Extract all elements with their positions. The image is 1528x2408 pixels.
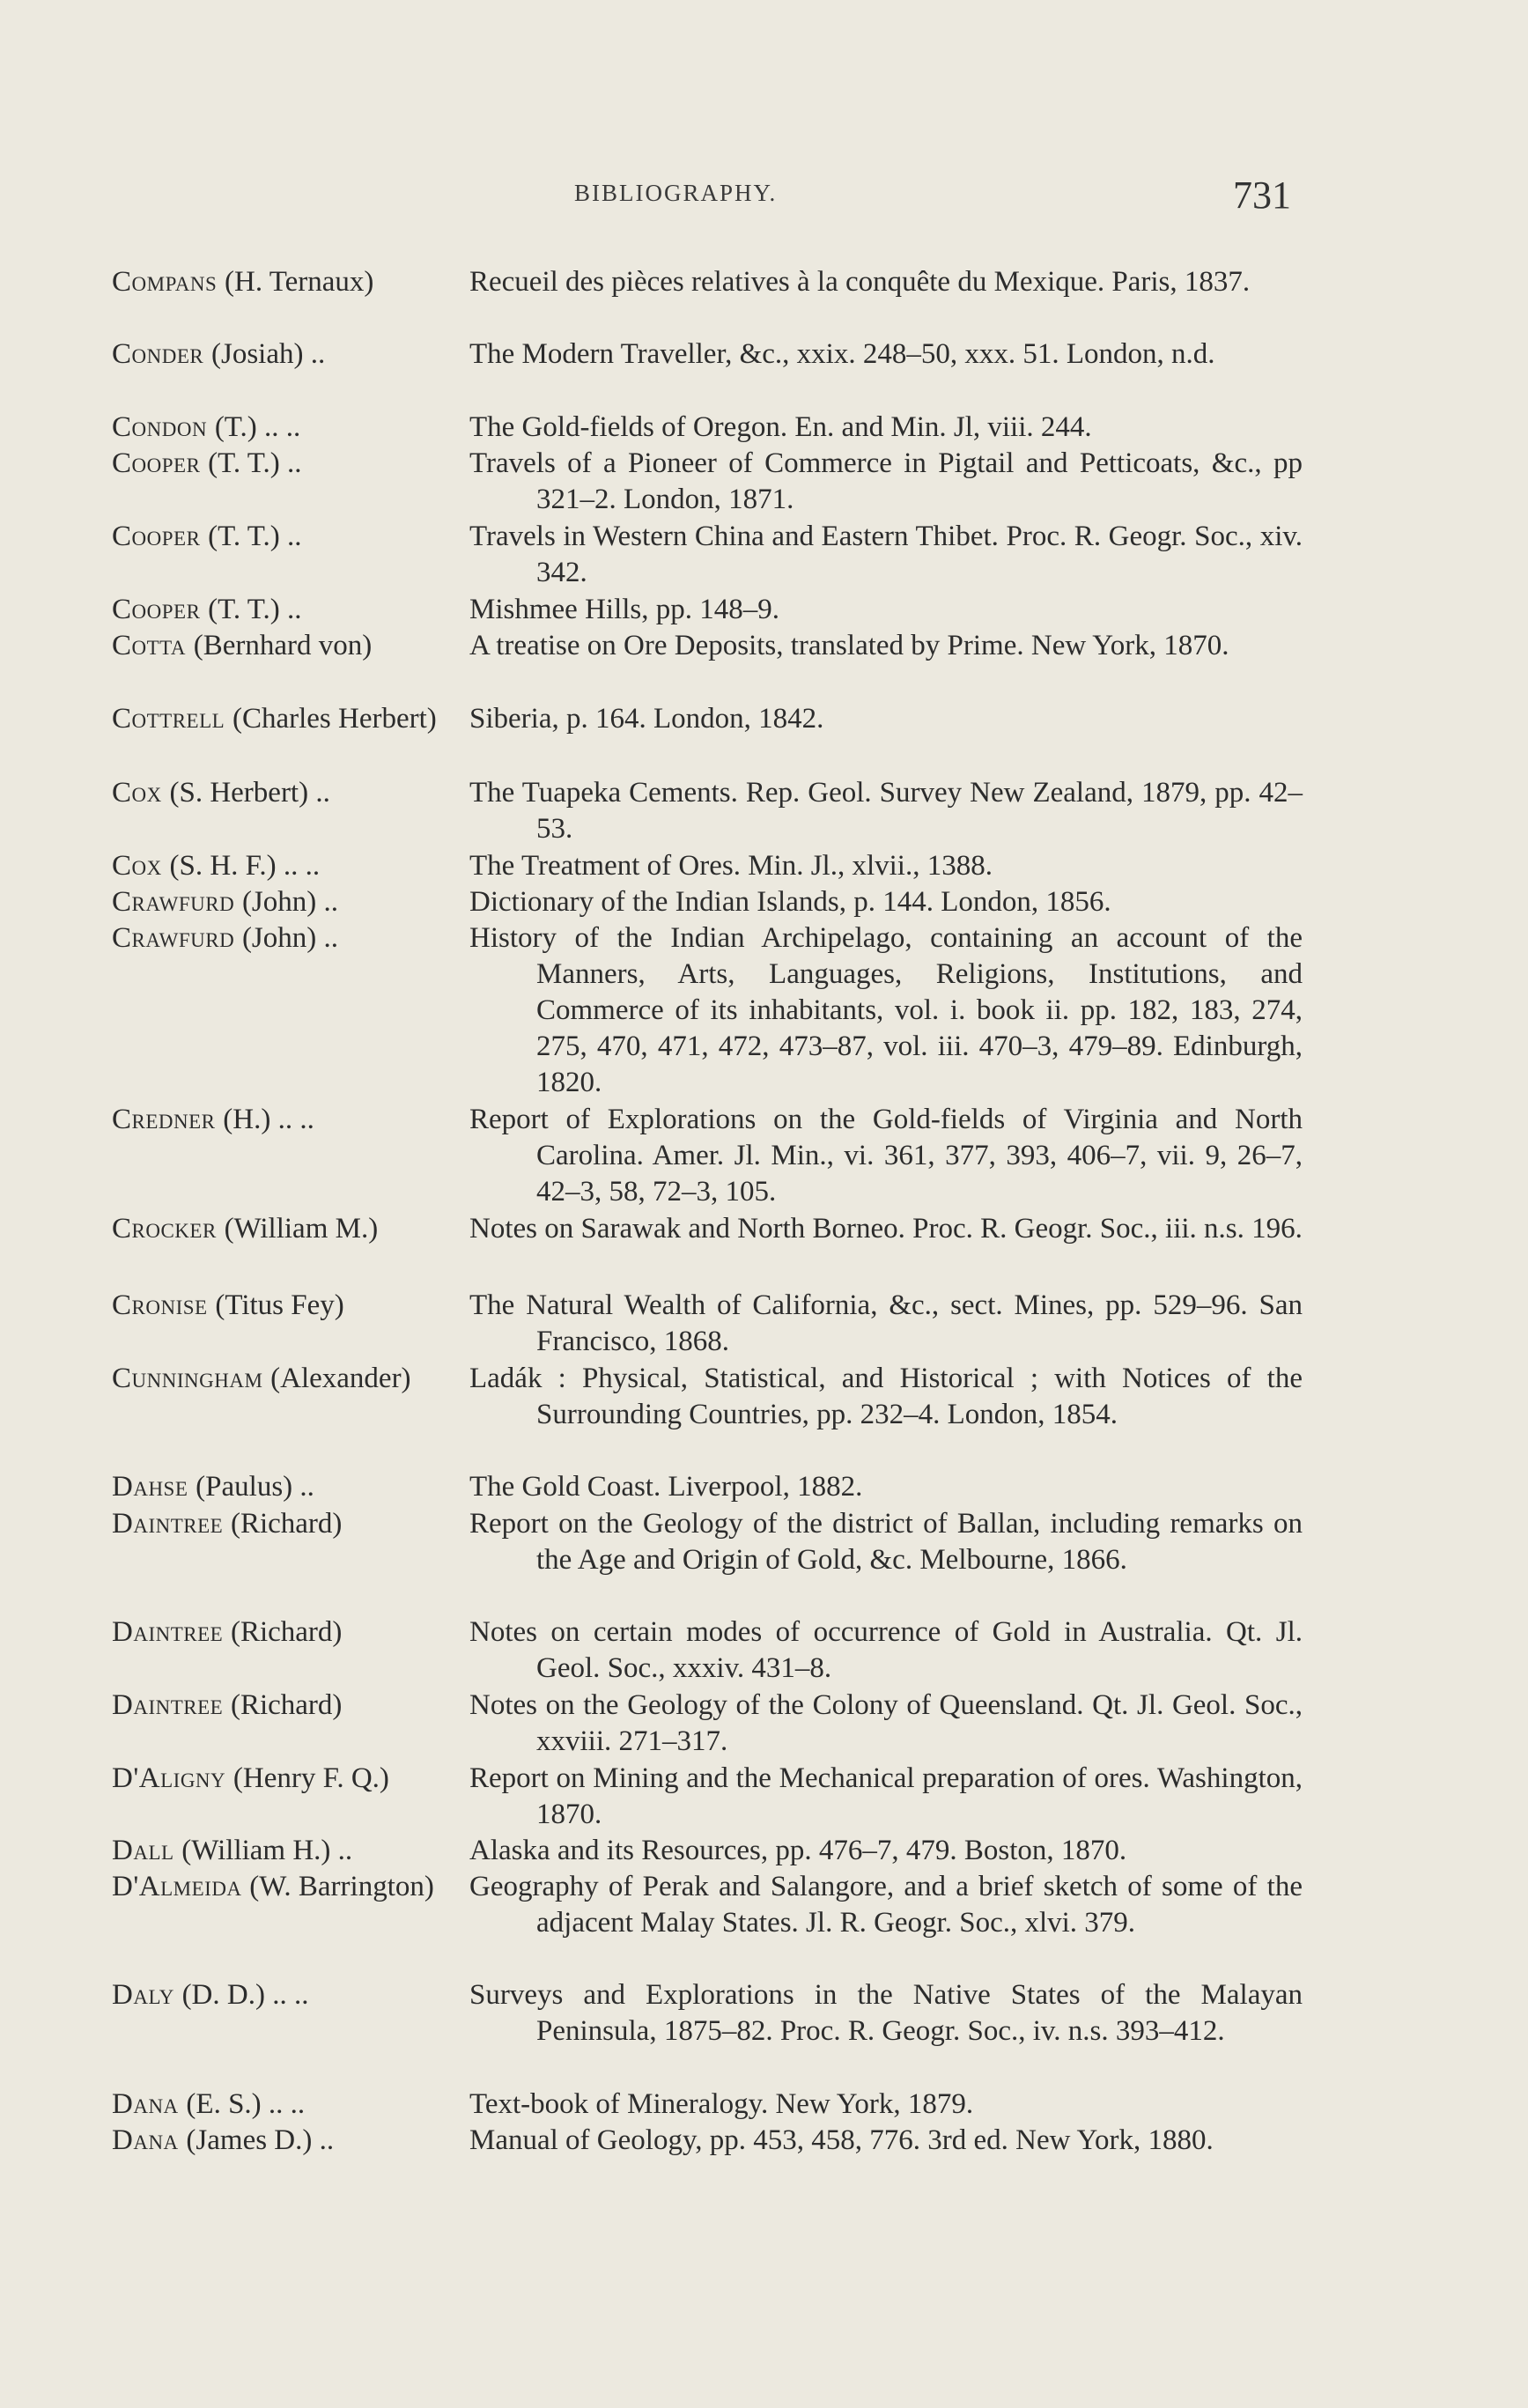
entry-author: Cronise (Titus Fey)	[112, 1289, 344, 1321]
entry-work: A treatise on Ore Deposits, translated by Prime. New York, 1870.	[469, 630, 1229, 661]
entry-work: Notes on certain modes of occurrence of Gold in Australia. Qt. Jl. Geol. Soc., xxxiv. 431–8.	[469, 1616, 1303, 1684]
author-surname: Credner	[112, 1104, 224, 1135]
entry-author: Crocker (William M.)	[112, 1213, 379, 1245]
author-surname: Cox	[112, 850, 170, 882]
entry-work: The Gold Coast. Liverpool, 1882.	[469, 1471, 863, 1503]
author-surname: D'Almeida	[112, 1871, 250, 1902]
entry-author: Cooper (T. T.) ..	[112, 447, 302, 479]
entry-work: Surveys and Explorations in the Native States of the Malayan Peninsula, 1875–82. Proc. R. Geogr. Soc., iv. n.s. 393–412.	[469, 1979, 1303, 2047]
author-surname: Cotta	[112, 630, 194, 661]
entry-work: History of the Indian Archipelago, containing an account of the Manners, Arts, Languages, Religions, Institutions, and Commerce of its inhabitants, vol. i. book ii. pp. 182, 183, 274, 275, 470, 471, 472, 473–87, vol. iii. 470–3, 479–89. Edinburgh, 1820.	[469, 922, 1303, 1098]
author-surname: Dana	[112, 2088, 187, 2120]
entry-author: Daintree (Richard)	[112, 1689, 343, 1721]
author-surname: Cronise	[112, 1289, 216, 1321]
entry-work: Dictionary of the Indian Islands, p. 144. London, 1856.	[469, 886, 1111, 918]
entry-work: Report on the Geology of the district of Ballan, including remarks on the Age and Origin of Gold, &c. Melbourne, 1866.	[469, 1508, 1303, 1576]
entry-work: The Tuapeka Cements. Rep. Geol. Survey New Zealand, 1879, pp. 42–53.	[469, 777, 1303, 845]
running-head: BIBLIOGRAPHY.	[574, 180, 778, 206]
entry-work: Text-book of Mineralogy. New York, 1879.	[469, 2088, 974, 2120]
entry-author: Daintree (Richard)	[112, 1616, 343, 1648]
page-number: 731	[1233, 174, 1291, 217]
author-surname: Daintree	[112, 1616, 231, 1648]
entry-author: Cooper (T. T.) ..	[112, 521, 302, 552]
author-surname: Compans	[112, 266, 225, 298]
author-surname: Dall	[112, 1835, 182, 1866]
entry-work: Mishmee Hills, pp. 148–9.	[469, 594, 779, 625]
entry-author: Cox (S. Herbert) ..	[112, 777, 330, 809]
entry-author: Conder (Josiah) ..	[112, 338, 326, 370]
author-surname: D'Aligny	[112, 1762, 233, 1794]
author-surname: Cooper	[112, 594, 209, 625]
author-surname: Condon	[112, 411, 215, 443]
entry-author: Dahse (Paulus) ..	[112, 1471, 314, 1503]
entry-work: Notes on the Geology of the Colony of Queensland. Qt. Jl. Geol. Soc., xxviii. 271–317.	[469, 1689, 1303, 1757]
author-surname: Crawfurd	[112, 886, 242, 918]
entry-author: D'Aligny (Henry F. Q.)	[112, 1762, 389, 1794]
entry-work: Notes on Sarawak and North Borneo. Proc. R. Geogr. Soc., iii. n.s. 196.	[469, 1213, 1303, 1245]
entry-work: Travels in Western China and Eastern Thibet. Proc. R. Geogr. Soc., xiv. 342.	[469, 521, 1303, 588]
author-surname: Daly	[112, 1979, 182, 2011]
author-surname: Daintree	[112, 1689, 231, 1721]
entry-author: Daly (D. D.) .. ..	[112, 1979, 309, 2011]
entry-author: Cooper (T. T.) ..	[112, 594, 302, 625]
entry-work: Manual of Geology, pp. 453, 458, 776. 3rd ed. New York, 1880.	[469, 2124, 1214, 2156]
entry-work: Recueil des pièces relatives à la conquête du Mexique. Paris, 1837.	[469, 266, 1251, 298]
author-surname: Cunningham	[112, 1363, 271, 1394]
author-surname: Crawfurd	[112, 922, 242, 954]
author-surname: Dana	[112, 2124, 187, 2156]
entry-work: The Modern Traveller, &c., xxix. 248–50, xxx. 51. London, n.d.	[469, 338, 1215, 370]
entry-work: Report of Explorations on the Gold-fields of Virginia and North Carolina. Amer. Jl. Min., vi. 361, 377, 393, 406–7, vii. 9, 26–7, 42–3, 58, 72–3, 105.	[469, 1104, 1303, 1208]
author-surname: Daintree	[112, 1508, 231, 1540]
entry-author: Cunningham (Alexander)	[112, 1363, 411, 1394]
entry-work: The Treatment of Ores. Min. Jl., xlvii., 1388.	[469, 850, 993, 882]
entry-work: Travels of a Pioneer of Commerce in Pigtail and Petticoats, &c., pp 321–2. London, 1871.	[469, 447, 1303, 515]
entry-author: Dall (William H.) ..	[112, 1835, 353, 1866]
entry-work: Siberia, p. 164. London, 1842.	[469, 703, 824, 735]
entry-author: Cottrell (Charles Herbert)	[112, 703, 437, 735]
entry-author: Cox (S. H. F.) .. ..	[112, 850, 321, 882]
entry-author: Credner (H.) .. ..	[112, 1104, 314, 1135]
entry-author: Daintree (Richard)	[112, 1508, 343, 1540]
entry-author: Crawfurd (John) ..	[112, 886, 339, 918]
author-surname: Cottrell	[112, 703, 233, 735]
entry-work: Alaska and its Resources, pp. 476–7, 479. Boston, 1870.	[469, 1835, 1127, 1866]
author-surname: Cox	[112, 777, 170, 809]
author-surname: Conder	[112, 338, 211, 370]
author-surname: Cooper	[112, 447, 209, 479]
entry-work: Geography of Perak and Salangore, and a brief sketch of some of the adjacent Malay States. Jl. R. Geogr. Soc., xlvi. 379.	[469, 1871, 1303, 1939]
entry-author: Cotta (Bernhard von)	[112, 630, 373, 661]
entry-work: Report on Mining and the Mechanical preparation of ores. Washington, 1870.	[469, 1762, 1303, 1830]
author-surname: Dahse	[112, 1471, 196, 1503]
entry-work: Ladák : Physical, Statistical, and Historical ; with Notices of the Surrounding Countries, pp. 232–4. London, 1854.	[469, 1363, 1303, 1430]
entry-author: Dana (E. S.) .. ..	[112, 2088, 306, 2120]
entry-author: Condon (T.) .. ..	[112, 411, 301, 443]
entry-author: D'Almeida (W. Barrington)	[112, 1871, 434, 1902]
entry-author: Compans (H. Ternaux)	[112, 266, 374, 298]
author-surname: Crocker	[112, 1213, 225, 1245]
author-surname: Cooper	[112, 521, 209, 552]
entry-work: The Gold-fields of Oregon. En. and Min. Jl, viii. 244.	[469, 411, 1092, 443]
entry-author: Crawfurd (John) ..	[112, 922, 339, 954]
entry-author: Dana (James D.) ..	[112, 2124, 335, 2156]
entry-work: The Natural Wealth of California, &c., sect. Mines, pp. 529–96. San Francisco, 1868.	[469, 1289, 1303, 1357]
